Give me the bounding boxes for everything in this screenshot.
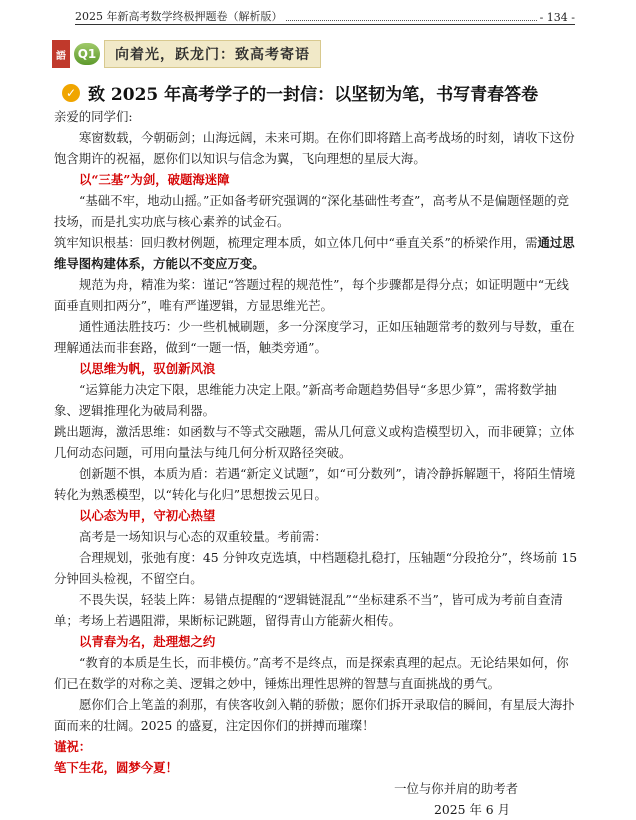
section-heading-1: 以“三基”为剑，破题海迷障 <box>79 172 230 187</box>
paragraph: 创新题不惧，本质为盾：若遇“新定义试题”，如“可分数列”，请冷静拆解题干，将陌生情境转化为熟悉模型，以“转化与化归”思想拨云见日。 <box>54 466 576 502</box>
paragraph: “运算能力决定下限，思维能力决定上限。”新高考命题趋势倡导“多思少算”，需将数学抽象、逻辑推理化为破局利器。 <box>54 382 557 418</box>
section-heading-2: 以思维为帆，驭创新风浪 <box>79 361 216 376</box>
letter-date: 2025 年 6 月 <box>433 802 510 817</box>
signature: 一位与你并肩的助考者 <box>394 781 518 796</box>
paragraph: 规范为舟，精准为桨：谨记“答题过程的规范性”，每个步骤都是得分点；如证明题中“无线面垂直则扣两分”，唯有严谨逻辑，方显思维光芒。 <box>54 277 569 313</box>
page-header <box>75 8 575 24</box>
section-heading-3: 以心态为甲，守初心热望 <box>79 508 216 523</box>
letter-title-text: 致 2025 年高考学子的一封信：以坚韧为笔，书写青春答卷 <box>88 85 539 105</box>
banner-title: 向着光，跃龙门：致高考寄语 <box>104 40 321 68</box>
paragraph: 合理规划，张弛有度：45 分钟攻克选填，中档题稳扎稳打，压轴题“分段抢分”，终场前 15 分钟回头检视，不留空白。 <box>54 550 578 586</box>
q1-badge-icon: Q1 <box>74 43 100 65</box>
section-banner <box>52 40 321 68</box>
letter-body <box>54 106 578 820</box>
header-dot-leader <box>286 19 537 21</box>
paragraph <box>54 232 578 274</box>
check-badge-icon: ✓ <box>62 84 80 102</box>
header-rule <box>75 24 575 25</box>
page-number: - 134 - <box>539 11 575 24</box>
paragraph: 跳出题海，激活思维：如函数与不等式交融题，需从几何意义或构造模型切入，而非硬算；立体几何动态问题，可用向量法与纯几何分析双路径突破。 <box>54 424 575 460</box>
letter-title <box>62 80 582 105</box>
paragraph: 愿你们合上笔盖的刹那，有侠客收剑入鞘的骄傲；愿你们拆开录取信的瞬间，有星辰大海扑面而来的壮阔。2025 的盛夏，注定因你们的拼搏而璀璨！ <box>54 697 575 733</box>
ribbon-icon: 語 <box>52 40 70 68</box>
header-title: 2025 年新高考数学终极押题卷（解析版） <box>75 10 283 23</box>
paragraph: 高考是一场知识与心态的双重较量。考前需： <box>79 529 327 544</box>
wish-text: 笔下生花，圆梦今夏！ <box>54 760 178 775</box>
paragraph: 不畏失误，轻装上阵：易错点提醒的“逻辑链混乱”“坐标建系不当”，皆可成为考前自查清单；考场上若遇阻滞，果断标记跳题，留得青山方能薪火相传。 <box>54 592 563 628</box>
paragraph: “教育的本质是生长，而非模仿。”高考不是终点，而是探索真理的起点。无论结果如何，你们已在数学的对称之美、逻辑之妙中，锤炼出理性思辨的智慧与直面挑战的勇气。 <box>54 655 569 691</box>
section-heading-4: 以青春为名，赴理想之约 <box>79 634 216 649</box>
greeting: 亲爱的同学们: <box>54 109 133 124</box>
paragraph: “基础不牢，地动山摇。”正如备考研究强调的“深化基础性考查”，高考从不是偏题怪题的竞技场，而是扎实功底与核心素养的试金石。 <box>54 193 569 229</box>
paragraph-text: 筑牢知识根基：回归教材例题，梳理定理本质，如立体几何中“垂直关系”的桥梁作用，需 <box>54 235 538 250</box>
bold-text: 通过思维导图构建体系，方能以不变应万变。 <box>54 235 575 271</box>
paragraph: 通性通法胜技巧：少一些机械刷题，多一分深度学习，正如压轴题常考的数列与导数，重在理解通法而非套路，做到“一题一悟，触类旁通”。 <box>54 319 575 355</box>
wish-label: 谨祝： <box>54 739 92 754</box>
intro-paragraph: 寒窗数载，今朝砺剑；山海远阔，未来可期。在你们即将踏上高考战场的时刻，请收下这份饱含期许的祝福，愿你们以知识与信念为翼，飞向理想的星辰大海。 <box>54 130 575 166</box>
